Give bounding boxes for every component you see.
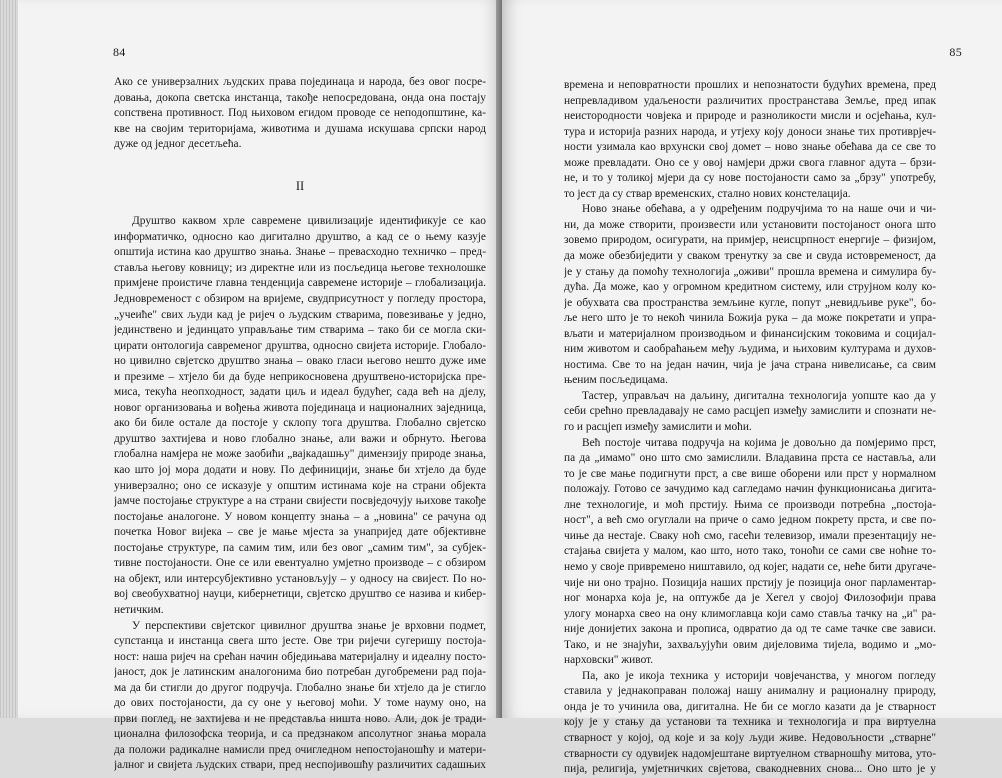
text-line: довања, докопа светска инстанца, такође непосредована, онда она постају	[114, 91, 486, 104]
right-page-text	[564, 78, 936, 778]
text-line: ност", а већ смо огуглали на приче о само једном покрету прста, и све по-	[564, 514, 936, 527]
text-line: супстанца и инстанца свега што јесте. Ове три ријечи сугеришу постоја-	[114, 635, 486, 648]
text-line: Па, ако је икоја техника у историји човјечанства, у многом погледу	[582, 669, 936, 682]
text-line: новог организовања и вођења живота појединаца и националних заједница,	[114, 401, 486, 414]
text-line: то јест да су ствар временских, стално нових констелација.	[564, 187, 851, 200]
text-line: постојање структуре, па самим тим, или без овог „самим тим", за субјек-	[114, 541, 486, 554]
text-line: Ако се универзалних људских права појединаца и народа, без овог посре-	[114, 76, 486, 88]
text-line: ним животом и саобраћањем међу људима, и њиховим културама и духов-	[564, 343, 936, 356]
text-line: ни, да може створити, произвести или установити постојаност онога што	[564, 218, 936, 231]
text-line: чиње да нестаје. Сваку ноћ смо, гасећи телевизор, имали презентацију не-	[564, 529, 936, 542]
text-line: улогу монарха свео на ону климоглавца који само ставља тачку на „и" ра-	[564, 607, 936, 620]
left-page	[18, 0, 502, 772]
text-line: јалног и свијета људских ствари, пред неспојивошћу различитих садашњих	[114, 759, 486, 772]
text-line: нетичким.	[114, 603, 164, 616]
text-line: да положи радикалне намисли пред очигледном непостојаношћу и матери-	[114, 743, 486, 756]
section-heading: II	[295, 178, 305, 193]
text-line: вљати и материјалном производњом и финансијским токовима и социјал-	[564, 327, 936, 340]
text-line: ако би биле остале да постоје у склопу тога друштва. Глобално свјетско	[114, 417, 486, 430]
text-line: друштво захтијева и ново глобално знање, али важи и обрнуто. Његова	[114, 432, 486, 445]
text-line: тура и историја разних народа, и утјеху коју доноси знање тих противрјеч-	[564, 125, 936, 138]
text-line: Једновременост с обзиром на вријеме, свудприсутност у погледу простора,	[114, 293, 486, 306]
paragraph	[114, 214, 486, 618]
text-line: но цивилно свјетско друштво знања – овако гласи његово нешто дуже име	[114, 355, 486, 368]
text-line: „учеиће" свих људи кад је ријеч о људским стварима, повезивање у једно,	[114, 308, 486, 321]
text-line: ност: наша ријеч на срећан начин обједињава материјалну и идеалну посто-	[114, 650, 486, 663]
paragraph	[564, 202, 936, 389]
text-line: то је све мање подигнути прст, а све више оборени или прст у нормалном	[564, 467, 936, 480]
text-line: сопствена противност. Под њиховом егидом проводе се неподопштине, ка-	[114, 107, 486, 120]
text-line: Тастер, управљач на даљину, дигитална технологија уопште као да у	[582, 389, 936, 402]
text-line: ставља његову ковницу; из директне или из посљедица његове технолошке	[114, 261, 486, 274]
text-line: положају. Готово се зачудимо кад сагледамо начин функционисања дигита-	[564, 483, 936, 496]
paragraph	[564, 436, 936, 669]
text-line: пија, религија, умјетничких свјетова, свакодневних снова... Оно што је у	[564, 763, 936, 776]
text-line: може превладати. Оно се у овој намјери држи свога главног адута – брзи-	[564, 156, 936, 169]
text-line: јединствено и јединцато управљање тим стварима – тако би се могла ски-	[114, 324, 486, 337]
text-line: времена и неповратности прошлих и непознатости будућих времена, пред	[564, 79, 936, 91]
text-line: Ново знање обећава, а у одређеним подручјима то на наше очи и чи-	[582, 203, 936, 216]
text-line: го и расцјеп између замислити и моћи.	[564, 421, 752, 434]
text-line: њеним посљедицама.	[564, 374, 668, 387]
text-line: на објект, или интерсубјективно установљују – у односу на свијест. По но-	[114, 572, 486, 585]
text-line: стварности су одувијек надомјештане виртуелном стварношћу митова, уто-	[564, 747, 936, 760]
text-line: ма да би стигли до другог подручја. Глобално знање би хтјело да је стигло	[114, 681, 486, 694]
text-line: информатичко, односно као дигитално друштво, а кад се о њему казује	[114, 230, 486, 243]
text-line: дуже од једног десетљећа.	[114, 138, 242, 151]
text-line: универзално; оно се исказује у општим истинама које на страни објекта	[114, 479, 486, 492]
text-line: ног монарха која је, на оптужбе да је Хегел у својој Филозофији права	[564, 592, 936, 605]
page-number-left: 84	[113, 45, 126, 59]
paragraph	[114, 619, 486, 774]
text-line: стварност у којој, од које и за коју људи живе. Недовољности „стварне"	[564, 731, 936, 744]
text-line: немо у своје привремено ништавило, од којег, надати се, неће бити другаче-	[564, 560, 936, 573]
paragraph	[114, 75, 486, 153]
text-line: цирати онтологија савременог друштва, односно свијета историје. Глобало-	[114, 339, 486, 352]
text-line: није донијетих закона и прописа, одвратио да од те саме тачке све зависи.	[564, 623, 936, 636]
text-line: и презиме – хтјело би да буде неприкосновена друштвено-историјска пре-	[114, 370, 486, 383]
text-line: ности узимала као врхунски свој домет – ново знање обећава да се све то	[564, 141, 936, 154]
text-line: не, и то у толикој мјери да су нове постојаности само за „брзу" употребу,	[564, 172, 936, 185]
text-line: први поглед, не захтијева и не представља ништа ново. Али, док је тради-	[114, 712, 486, 725]
left-page-text	[114, 75, 486, 774]
text-line: Тако, и не знајући, захваљујући овим дијеловима тијела, водимо и „мо-	[564, 638, 936, 651]
text-line: као што јој мора додати и нову. По дефиницији, знање би хтјело да буде	[114, 464, 486, 477]
text-line: ционална филозофска теорија, и са предзнаком апсолутног знања морала	[114, 728, 486, 741]
text-line: миса, текућа неопходност, задати циљ и идеал будућег, сада већ на дјелу,	[114, 386, 486, 399]
text-line: почетка Новог вијека – све је мање мјеста за унапријед дате објективне	[114, 526, 486, 539]
paragraph	[564, 78, 936, 202]
text-line: У перспективи свјетског цивилног друштва знање је врховни подмет,	[132, 619, 486, 632]
paragraph	[564, 389, 936, 436]
text-line: до ових постојаности, да су оне у његовој моћи. У томе науму оно, на	[114, 697, 486, 710]
text-line: нарховски" живот.	[564, 654, 654, 667]
text-line: себи срећно превладавају не само расцјеп између замислити и спознати не-	[564, 405, 936, 418]
text-line: јаност, док је латинским аналогонима био потребан дугобремени рад поја-	[114, 666, 486, 679]
text-line: кве на својим територијама, животима и душама искушава српски народ	[114, 122, 486, 135]
text-line: стајања свијета у малом, као што, ното тако, тоноћи се сами све ноћне то-	[564, 545, 936, 558]
text-line: зовемо природом, осигурати, на примјер, неисцрпност енергије – физијом,	[564, 234, 936, 247]
text-line: Већ постоје читава подручја на којима је довољно да помјеримо прст,	[582, 436, 936, 449]
text-line: онда је то учинила ова, дигитална. Не би се могло казати да је стварност	[564, 700, 936, 713]
right-page	[502, 0, 1002, 776]
text-line: Друштво каквом хрле савремене цивилизације идентификује се као	[132, 215, 486, 228]
text-line: неистородности човјека и природе и разноликости мисли и осјећања, кул-	[564, 110, 936, 123]
text-line: ље него што је то некоћ чинила Божија рука – да може покретати и упра-	[564, 312, 936, 325]
text-line: тивне постојаности. Оне се или евентуално умјетно производе – с обзиром	[114, 557, 486, 570]
text-line: је обухвата сва пространства земљине кугле, попут „невидљиве руке", бо-	[564, 296, 936, 309]
text-line: ностима. Све то на један начин, чија је јача страна нивелисање, са свим	[564, 358, 936, 371]
text-line: је у стању да помоћу технологија „оживи" прошла времена и симулира бу-	[564, 265, 936, 278]
text-line: глобална намјера не може заобићи „вајкадашњу" димензију природе знања,	[114, 448, 486, 461]
text-line: чије ни оно трајно. Позиција наших прстију је позиција оног парламентар-	[564, 576, 936, 589]
paragraph	[564, 669, 936, 778]
text-line: коју је у стању да установи та техника и технологија и пра виртуелна	[564, 716, 936, 729]
text-line: да може обезбиједити у сваком тренутку за све и свуда истовременост, да	[564, 250, 936, 263]
text-line: примјене проистиче главна тенденција савремене историје – глобализација.	[114, 277, 486, 290]
text-line: дућа. Да може, као у огромном кредитном систему, или струјном колу ко-	[564, 281, 936, 294]
text-line: непревладивом удаљености различитих пространстава Земље, пред ипак	[564, 94, 936, 107]
page-edges	[0, 0, 18, 718]
text-line: јамче постојање структуре а на страни свијести посвједочују њихове такође	[114, 495, 486, 508]
text-line: постојање аналогоне. У новом концепту знања – а „новина" се рачуна од	[114, 510, 486, 523]
page-number-right: 85	[949, 45, 962, 59]
text-line: лне технологије, и моћ прстију. Њима се производи потребна „постоја-	[564, 498, 936, 511]
text-line: ставила у једнакоправан положај нашу анималну и рационалну природу,	[564, 685, 936, 698]
text-line: вој свеобухватној науци, кибернетици, свјетско друштво се назива и кибер-	[114, 588, 486, 601]
text-line: општија истина као друштво знања. Знање – превасходно техничко – пред-	[114, 246, 486, 259]
text-line: па да „имамо" оно што смо замислили. Владавина прста се наставља, али	[564, 452, 936, 465]
